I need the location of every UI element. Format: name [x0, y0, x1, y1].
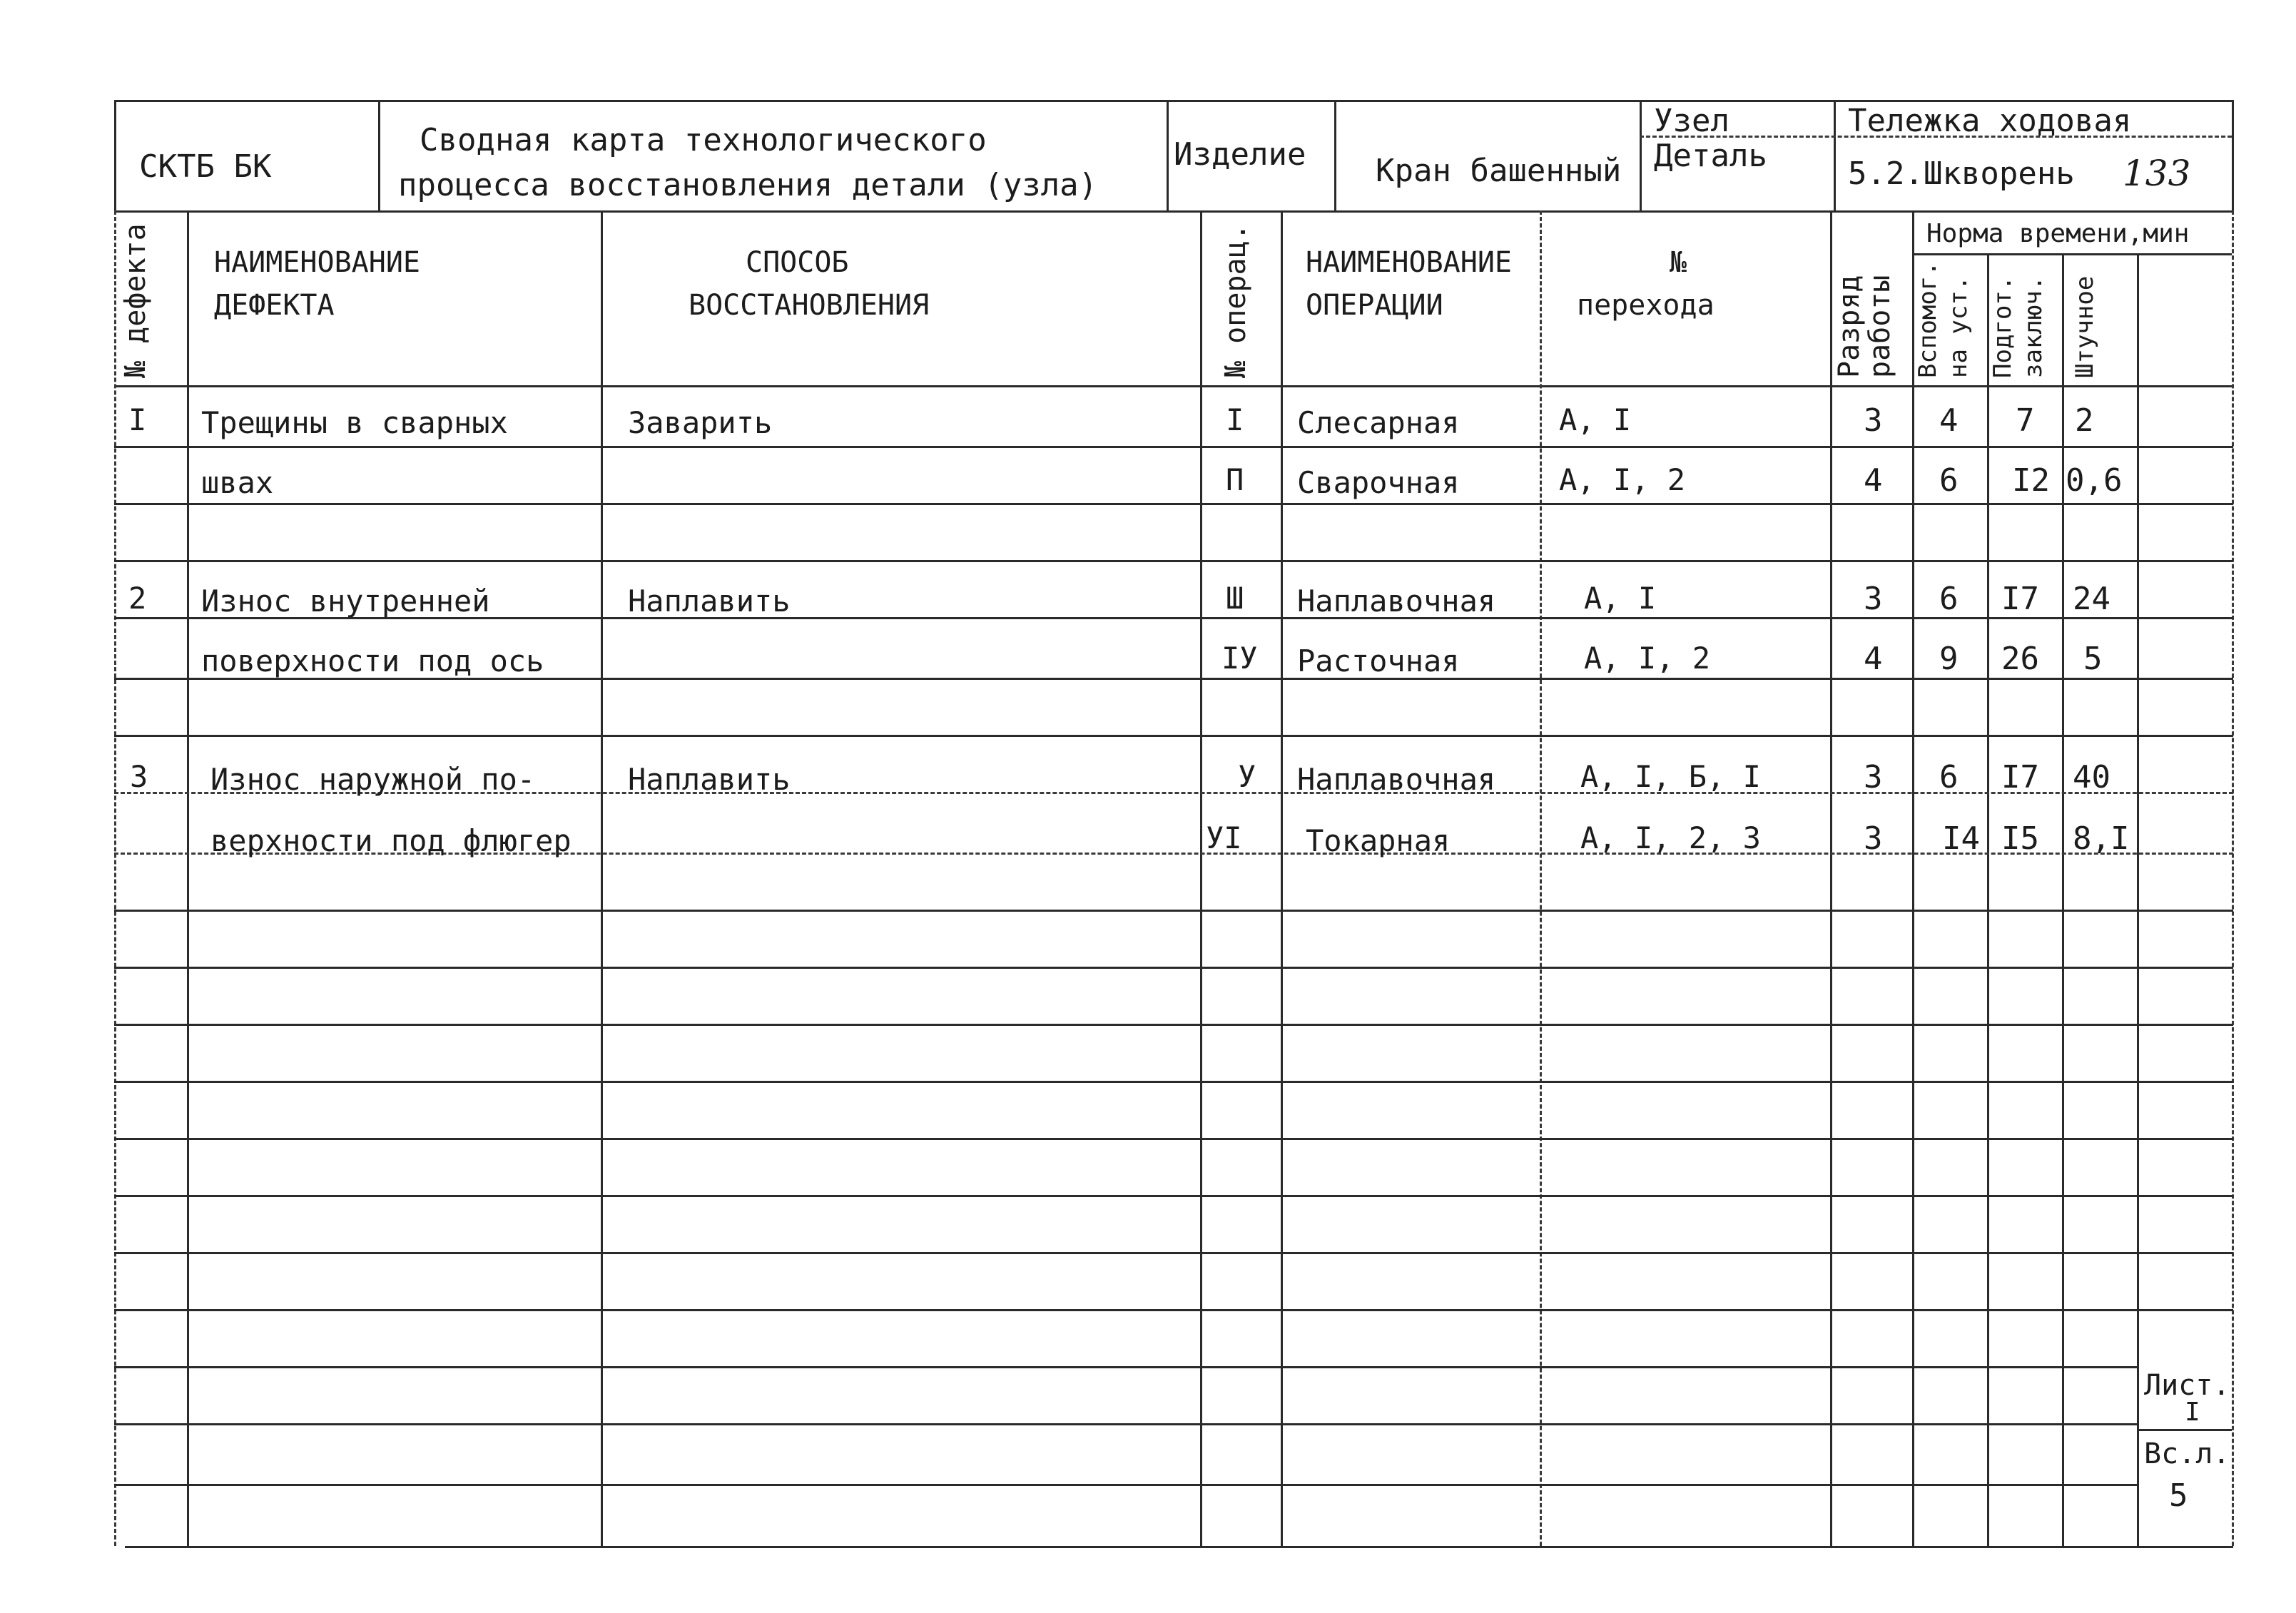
card-title-line-2: процесса восстановления детали (узла) — [398, 167, 1098, 203]
row2-aux: 6 — [1939, 462, 1959, 499]
total-sheets-value: 5 — [2169, 1477, 2188, 1514]
unit-label: Узел — [1654, 103, 1729, 139]
row4-op-no: IУ — [1221, 641, 1258, 676]
row4-prep: 26 — [2001, 641, 2039, 677]
row6-prep: I5 — [2001, 820, 2039, 857]
row2-prep: I2 — [2012, 462, 2050, 499]
row1-transition: А, I — [1559, 402, 1632, 437]
product-label: Изделие — [1174, 136, 1306, 173]
table-top-border — [114, 210, 2233, 213]
row5-op-no: У — [1238, 759, 1256, 794]
product-value: Кран башенный — [1376, 153, 1622, 189]
row5-transition: А, I, Б, I — [1580, 759, 1761, 794]
col-line-right — [2232, 210, 2234, 1546]
col-header-aux-2: на уст. — [1944, 275, 1973, 378]
col-header-op-name-1: НАИМЕНОВАНИЕ — [1306, 246, 1512, 279]
row-line-11 — [114, 1024, 2233, 1026]
row-line-14 — [114, 1195, 2233, 1197]
header-divider-2 — [1167, 100, 1169, 210]
row1-piece: 2 — [2075, 402, 2094, 439]
row1-defect-name: Трещины в сварных — [201, 405, 508, 440]
header-divider-5 — [1834, 100, 1836, 210]
col-line-defect-name — [187, 210, 189, 1546]
row1-grade: 3 — [1864, 402, 1883, 439]
row3-piece: 24 — [2073, 581, 2110, 617]
row6-transition: А, I, 2, 3 — [1580, 820, 1761, 855]
row4-grade: 4 — [1864, 641, 1883, 677]
unit-value: Тележка ходовая — [1848, 103, 2132, 139]
header-right-border — [2232, 100, 2234, 210]
col-header-op-no: № операц. — [1219, 223, 1252, 378]
row1-prep: 7 — [2016, 402, 2035, 439]
row4-aux: 9 — [1939, 641, 1959, 677]
col-line-left — [114, 210, 116, 1546]
row1-op-name: Слесарная — [1297, 405, 1460, 440]
col-header-op-name-2: ОПЕРАЦИИ — [1306, 289, 1443, 322]
row-line-16 — [114, 1309, 2233, 1311]
row5-defect-no: 3 — [130, 759, 148, 794]
row3-method: Наплавить — [628, 584, 791, 619]
col-line-op-name — [1281, 210, 1283, 1546]
row-line-2 — [114, 503, 2233, 505]
header-divider-3 — [1334, 100, 1336, 210]
col-line-method — [601, 210, 603, 1546]
col-header-transition-1: № — [1670, 246, 1687, 279]
header-divider-4 — [1640, 100, 1642, 210]
row5-prep: I7 — [2001, 759, 2039, 795]
col-header-grade-2: работы — [1864, 275, 1896, 378]
row6-piece: 8,I — [2073, 820, 2130, 857]
row5-method: Наплавить — [628, 762, 791, 797]
header-divider-1 — [378, 100, 380, 210]
row-line-12 — [114, 1081, 2233, 1083]
row-line-15 — [114, 1252, 2233, 1254]
col-line-aux — [1912, 210, 1914, 1546]
row2-op-no: П — [1226, 462, 1244, 497]
row-line-9 — [114, 910, 2233, 912]
row-line-19 — [114, 1484, 2137, 1486]
col-header-method-1: СПОСОБ — [746, 246, 849, 279]
row6-grade: 3 — [1864, 820, 1883, 857]
row4-op-name: Расточная — [1297, 643, 1460, 678]
col-header-norm: Норма времени,мин — [1926, 219, 2190, 248]
row6-defect-name: верхности под флюгер — [210, 823, 572, 858]
row3-op-name: Наплавочная — [1297, 584, 1496, 619]
col-header-defect-name-1: НАИМЕНОВАНИЕ — [214, 246, 420, 279]
col-header-grade-1: Разряд — [1833, 275, 1866, 378]
header-top-border — [114, 100, 2233, 102]
row2-transition: А, I, 2 — [1559, 462, 1686, 497]
row3-defect-no: 2 — [128, 581, 147, 616]
row1-aux: 4 — [1939, 402, 1959, 439]
col-header-piece: Штучное — [2071, 275, 2099, 378]
row4-defect-name: поверхности под ось — [201, 643, 544, 678]
footer-sheet-divider — [2137, 1429, 2232, 1431]
row3-defect-name: Износ внутренней — [201, 584, 490, 619]
col-header-aux-1: Вспомог. — [1914, 261, 1942, 378]
row2-grade: 4 — [1864, 462, 1883, 499]
row3-op-no: Ш — [1226, 581, 1244, 616]
row5-aux: 6 — [1939, 759, 1959, 795]
card-title-line-1: Сводная карта технологического — [420, 122, 987, 158]
row-line-10 — [114, 967, 2233, 969]
col-line-op-no — [1200, 210, 1202, 1546]
row5-defect-name: Износ наружной по- — [210, 762, 536, 797]
page-mark: 133 — [2123, 153, 2191, 194]
col-header-method-2: ВОССТАНОВЛЕНИЯ — [689, 289, 930, 322]
total-sheets-label: Вс.л. — [2144, 1438, 2230, 1470]
row2-op-name: Сварочная — [1297, 465, 1460, 500]
row6-aux: I4 — [1942, 820, 1980, 857]
row4-transition: А, I, 2 — [1584, 641, 1711, 676]
row3-prep: I7 — [2001, 581, 2039, 617]
org-code: СКТБ БК — [139, 148, 272, 185]
col-line-transition — [1540, 210, 1542, 1546]
header-left-border — [114, 100, 116, 210]
row2-piece: 0,6 — [2066, 462, 2123, 499]
row1-defect-no: I — [128, 402, 147, 437]
row-line-6 — [114, 735, 2233, 737]
column-header-bottom — [114, 385, 2233, 387]
part-label: Деталь — [1654, 138, 1767, 174]
sheet-label: Лист. — [2144, 1369, 2230, 1402]
sheet-value: I — [2185, 1398, 2200, 1427]
part-value: 5.2.Шкворень — [1848, 156, 2075, 192]
row3-grade: 3 — [1864, 581, 1883, 617]
row-line-1 — [114, 446, 2233, 448]
row-line-13 — [114, 1138, 2233, 1140]
row5-op-name: Наплавочная — [1297, 762, 1496, 797]
table-bottom-border — [125, 1546, 2233, 1548]
col-header-transition-2: перехода — [1577, 289, 1715, 322]
col-header-defect-no: № дефекта — [119, 223, 152, 378]
row6-op-name: Токарная — [1306, 823, 1451, 858]
col-header-prep-2: заключ. — [2019, 275, 2048, 378]
row2-defect-name: швах — [201, 465, 274, 500]
norm-header-line — [1912, 253, 2232, 255]
row3-aux: 6 — [1939, 581, 1959, 617]
row-line-18 — [114, 1423, 2137, 1425]
row1-op-no: I — [1226, 402, 1244, 437]
col-header-defect-name-2: ДЕФЕКТА — [214, 289, 335, 322]
row3-transition: А, I — [1584, 581, 1657, 616]
row5-grade: 3 — [1864, 759, 1883, 795]
row-line-17 — [114, 1366, 2137, 1368]
col-line-grade — [1830, 210, 1832, 1546]
row5-piece: 40 — [2073, 759, 2110, 795]
row6-op-no: УI — [1206, 820, 1242, 855]
row4-piece: 5 — [2083, 641, 2103, 677]
col-header-prep-1: Подгот. — [1988, 275, 2017, 378]
row-line-3 — [114, 560, 2233, 562]
row1-method: Заварить — [628, 405, 773, 440]
